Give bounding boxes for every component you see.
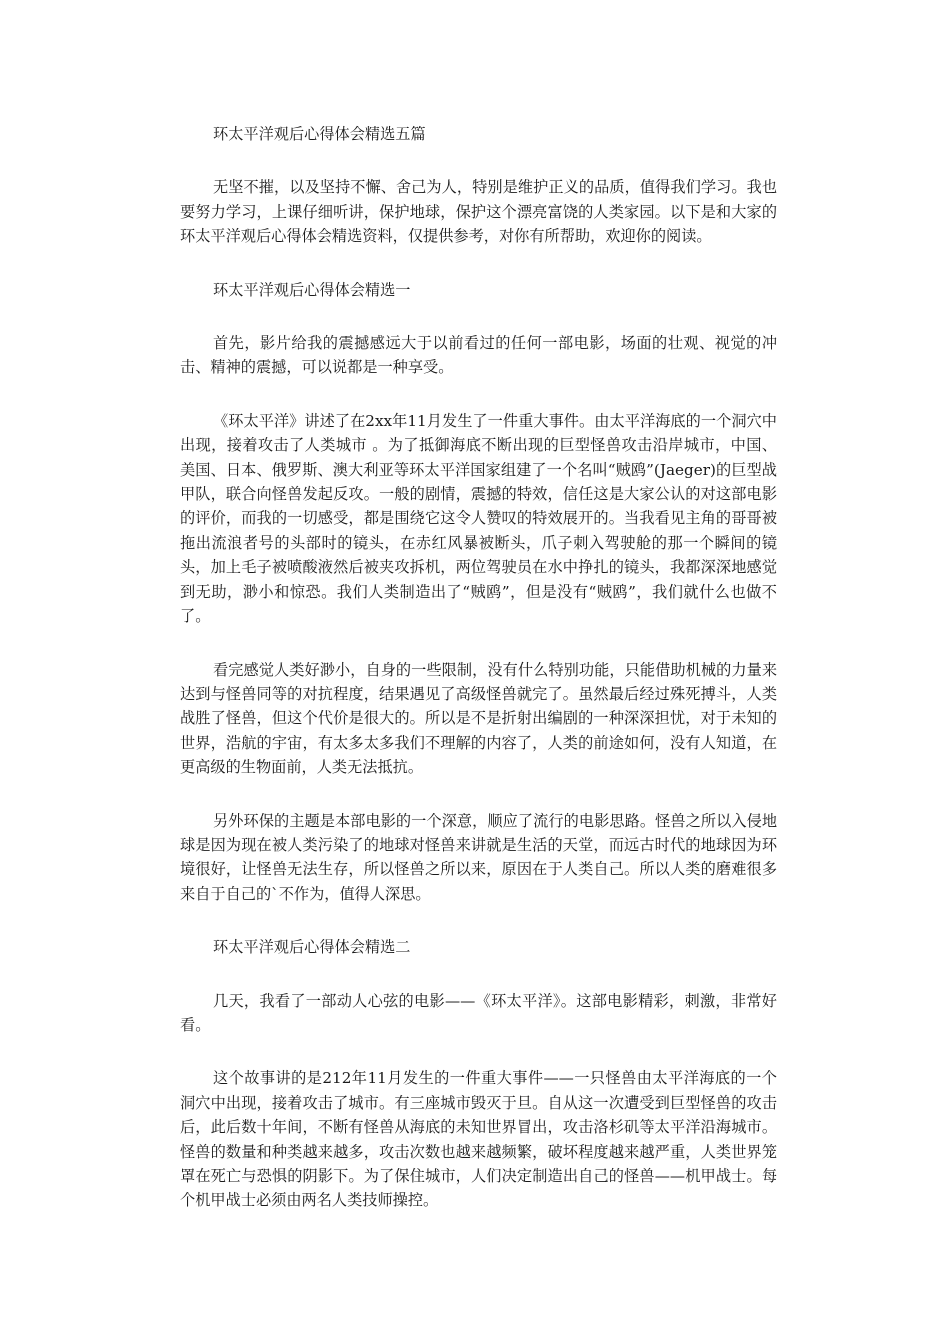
section-1-paragraph: 看完感觉人类好渺小，自身的一些限制，没有什么特别功能，只能借助机械的力量来达到与怪兽同等的对抗程度，结果遇见了高级怪兽就完了。虽然最后经过殊死搏斗，人类战胜了怪兽，但这个代价是很大的。所以是不是折射出编剧的一种深深担忧，对于未知的世界，浩航的宇宙，有太多太多我们不理解的内容了，人类的前途如何，没有人知道，在更高级的生物面前，人类无法抵抗。 (180, 660, 777, 777)
document-title: 环太平洋观后心得体会精选五篇 (213, 125, 426, 143)
section-1-heading: 环太平洋观后心得体会精选一 (213, 280, 411, 299)
section-1-paragraph: 首先，影片给我的震撼感远大于以前看过的任何一部电影，场面的壮观、视觉的冲击、精神的震撼，可以说都是一种享受。 (180, 334, 777, 377)
section-2-heading: 环太平洋观后心得体会精选二 (213, 938, 411, 957)
section-1-paragraph: 《环太平洋》讲述了在2xx年11月发生了一件重大事件。由太平洋海底的一个洞穴中出现，接着攻击了人类城市 。为了抵御海底不断出现的巨型怪兽攻击沿岸城市，中国、美国、日本、俄罗斯、澳大利亚等环太平洋国家组建了一个名叫“贼鸥”(Jaeger)的巨型战甲队，联合向怪兽发起反攻。一般的剧情，震撼的特效，信任这是大家公认的对这部电影的评价，而我的一切感受，都是围绕它这令人赞叹的特效展开的。当我看见主角的哥哥被拖出流浪者号的头部时的镜头，在赤红风暴被断头，爪子刺入驾驶舱的那一个瞬间的镜头，加上毛子被喷酸液然后被夹攻拆机，两位驾驶员在水中挣扎的镜头，我都深深地感觉到无助，渺小和惊恐。我们人类制造出了“贼鸥”，但是没有“贼鸥”，我们就什么也做不了。 (180, 411, 777, 626)
intro-paragraph: 无坚不摧，以及坚持不懈、舍己为人，特别是维护正义的品质，值得我们学习。我也要努力学习，上课仔细听讲，保护地球，保护这个漂亮富饶的人类家园。以下是和大家的环太平洋观后心得体会精选资料，仅提供参考，对你有所帮助，欢迎你的阅读。 (180, 178, 777, 246)
section-2-paragraph: 这个故事讲的是212年11月发生的一件重大事件——一只怪兽由太平洋海底的一个洞穴中出现，接着攻击了城市。有三座城市毁灭于旦。自从这一次遭受到巨型怪兽的攻击后，此后数十年间，不断有怪兽从海底的未知世界冒出，攻击洛杉矶等太平洋沿海城市。怪兽的数量和种类越来越多，攻击次数也越来越频繁，破坏程度越来越严重，人类世界笼罩在死亡与恐惧的阴影下。为了保住城市，人们决定制造出自己的怪兽——机甲战士。每个机甲战士必须由两名人类技师操控。 (180, 1069, 777, 1210)
section-2-paragraph: 几天，我看了一部动人心弦的电影——《环太平洋》。这部电影精彩，刺激，非常好看。 (180, 991, 777, 1034)
section-1-paragraph: 另外环保的主题是本部电影的一个深意，顺应了流行的电影思路。怪兽之所以入侵地球是因为现在被人类污染了的地球对怪兽来讲就是生活的天堂，而远古时代的地球因为环境很好，让怪兽无法生存，所以怪兽之所以来，原因在于人类自己。所以人类的磨难很多来自于自己的`不作为，值得人深思。 (180, 811, 777, 903)
document-body (180, 122, 777, 1213)
